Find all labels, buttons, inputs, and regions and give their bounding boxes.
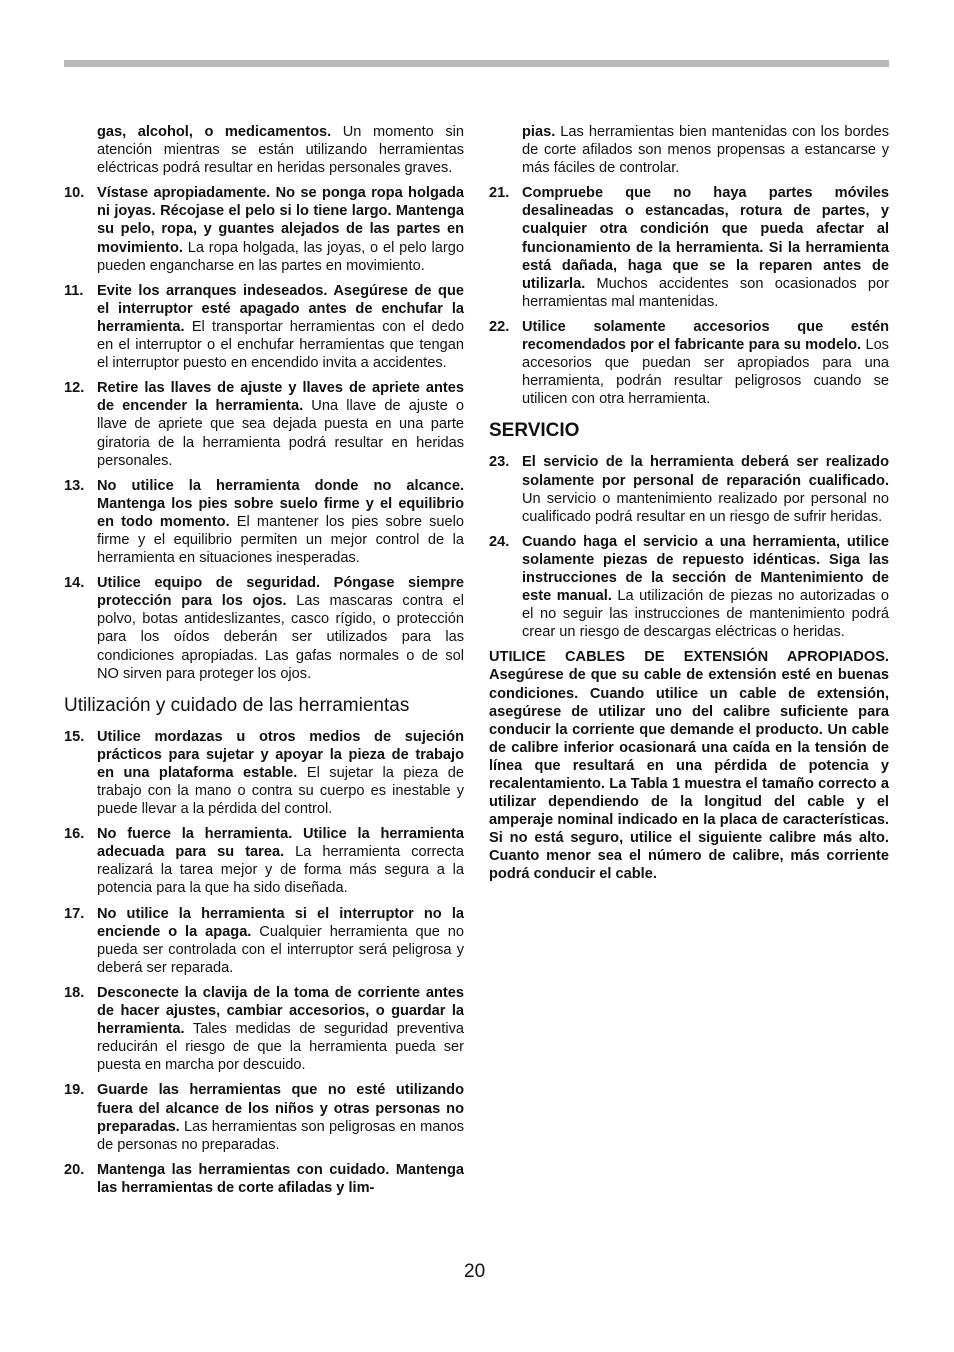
- left-column: [64, 123, 464, 1204]
- list-item-12: 12. Retire las llaves de ajuste y llaves de apriete antes de encender la herramienta. Una llave de ajuste o llave de apriete que sea dejada puesta en una parte giratoria de la herramienta podrá resultar en heridas personales.: [64, 380, 464, 469]
- list-item-18: 18. Desconecte la clavija de la toma de corriente antes de hacer ajustes, cambiar accesorios, o guardar la herramienta. Tales medidas de seguridad preventiva reducirán el riesgo de que la herramienta pueda ser puesta en marcha por descuido.: [64, 984, 464, 1074]
- list-item-13: 13. No utilice la herramienta donde no alcance. Mantenga los pies sobre suelo firme y el equilibrio en todo momento. El mantener los pies sobre suelo firme y el equilibrio permiten un mejor control de la herramienta en situaciones inesperadas.: [64, 477, 464, 567]
- list-item-11: 11. Evite los arranques indeseados. Asegúrese de que el interruptor esté apagado antes de enchufar la herramienta. El transportar herramientas con el dedo en el interruptor o el enchufar herramientas que tengan el interruptor puesto en encendido invita a accidentes.: [64, 282, 464, 372]
- right-column: [489, 123, 889, 891]
- page-number: 20: [464, 1261, 486, 1282]
- list-item-20: 20. Mantenga las herramientas con cuidado. Mantenga las herramientas de corte afiladas y lim-: [64, 1161, 464, 1196]
- list-item-16: 16. No fuerce la herramienta. Utilice la herramienta adecuada para su tarea. La herramienta correcta realizará la tarea mejor y de forma más segura a la potencia para la que ha sido diseñada.: [64, 826, 464, 897]
- list-item-24: 24. Cuando haga el servicio a una herramienta, utilice solamente piezas de repuesto idénticas. Siga las instrucciones de la sección de Mantenimiento de este manual. La utilización de piezas no autorizadas o el no seguir las instrucciones de mantenimiento podrá crear un riesgo de descargas eléctricas o heridas.: [489, 533, 889, 641]
- section-heading-tool-use: Utilización y cuidado de las herramientas: [64, 694, 410, 716]
- intro-continuation: gas, alcohol, o medicamentos. Un momento sin atención mientras se están utilizando herramientas eléctricas podrá resultar en heridas personales graves.: [97, 124, 465, 177]
- extension-cable-notice: UTILICE CABLES DE EXTENSIÓN APROPIADOS. Asegúrese de que su cable de extensión esté en buenas condiciones. Cuando utilice un cable de extensión, asegúrese de utilizar uno del calibre suficiente para conducir la corriente que demande el producto. Un cable de calibre inferior ocasionará una caída en la tensión de línea que resultará en una pérdida de potencia y recalentamiento. La Tabla 1 muestra el tamaño correcto a utilizar dependiendo de la longitud del cable y el amperaje nominal indicado en la placa de características. Si no está seguro, utilice el siguiente calibre más alto. Cuanto menor sea el número de calibre, más corriente podrá conducir el cable.: [489, 649, 889, 883]
- list-item-14: 14. Utilice equipo de seguridad. Póngase siempre protección para los ojos. Las mascaras contra el polvo, botas antideslizantes, casco rígido, o protección para los oídos deberán ser utilizados para las condiciones apropiadas. Las gafas normales o de sol NO sirven para proteger los ojos.: [64, 575, 464, 682]
- list-item-22: 22. Utilice solamente accesorios que estén recomendados por el fabricante para su modelo. Los accesorios que puedan ser apropiados para una herramienta, podrán resultar peligrosos cuando se utilicen con otra herramienta.: [489, 318, 889, 408]
- list-item-10: 10. Vístase apropiadamente. No se ponga ropa holgada ni joyas. Récojase el pelo si lo tiene largo. Mantenga su pelo, ropa, y guantes alejados de las partes en movimiento. La ropa holgada, las joyas, o el pelo largo pueden engancharse en las partes en movimiento.: [64, 185, 464, 274]
- list-item-19: 19. Guarde las herramientas que no esté utilizando fuera del alcance de los niños y otras personas no preparadas. Las herramientas son peligrosas en manos de personas no preparadas.: [64, 1082, 464, 1153]
- list-item-23: 23. El servicio de la herramienta deberá ser realizado solamente por personal de reparación cualificado. Un servicio o mantenimiento realizado por personal no cualificado podrá resultar en un riesgo de sufrir heridas.: [489, 454, 889, 525]
- list-item-17: 17. No utilice la herramienta si el interruptor no la enciende o la apaga. Cualquier herramienta que no pueda ser controlada con el interruptor será peligrosa y deberá ser reparada.: [64, 905, 465, 976]
- item-20-continuation: pias. Las herramientas bien mantenidas con los bordes de corte afilados son menos propensas a estancarse y más fáciles de controlar.: [522, 124, 889, 177]
- list-item-15: 15. Utilice mordazas u otros medios de sujeción prácticos para sujetar y apoyar la pieza de trabajo en una plataforma estable. El sujetar la pieza de trabajo con la mano o contra su cuerpo es inestable y puede llevar a la pérdida del control.: [64, 728, 464, 818]
- section-heading-service: SERVICIO: [489, 420, 580, 442]
- list-item-21: 21. Compruebe que no haya partes móviles desalineadas o estancadas, rotura de partes, y cualquier otra condición que pueda afectar al funcionamiento de la herramienta. Si la herramienta está dañada, haga que se la reparen antes de utilizarla. Muchos accidentes son ocasionados por herramientas mal mantenidas.: [489, 185, 889, 310]
- header-rule: [64, 60, 889, 67]
